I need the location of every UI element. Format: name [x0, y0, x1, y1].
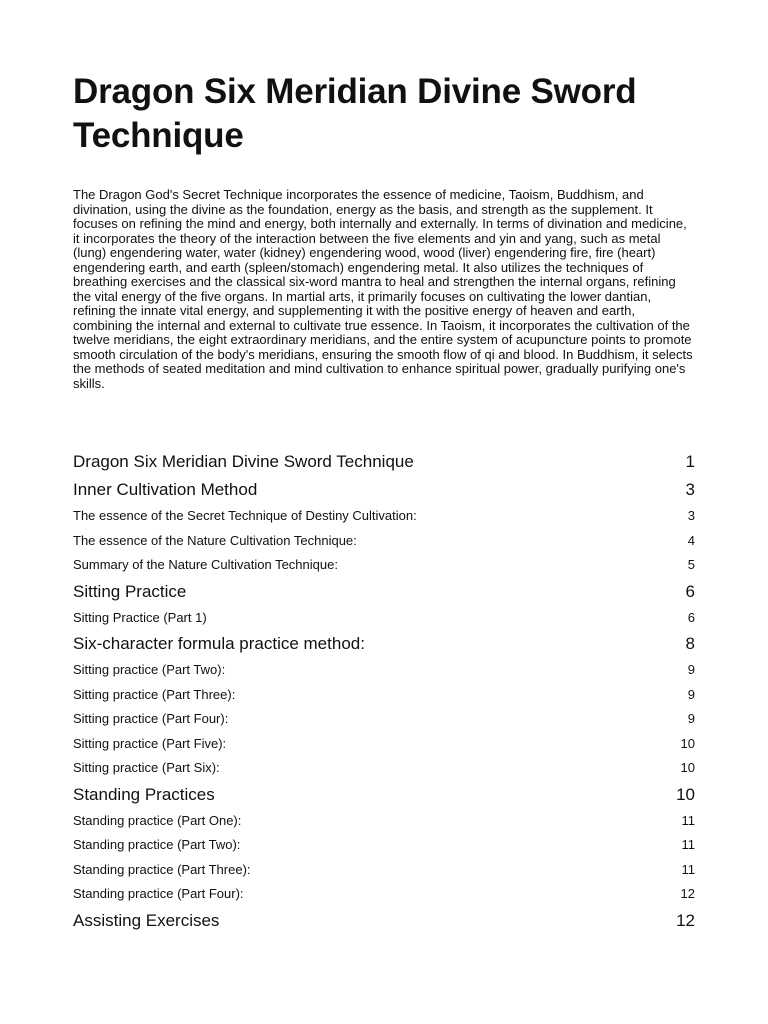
- toc-entry[interactable]: [73, 732, 695, 757]
- toc-entry-page: 3: [687, 508, 695, 523]
- toc-entry-page: 9: [687, 686, 695, 702]
- toc-entry-label: Sitting practice (Part Three):: [73, 686, 236, 702]
- toc-entry-label: Standing practice (Part Three):: [73, 861, 251, 877]
- toc-entry-label: Assisting Exercises: [73, 910, 220, 930]
- toc-entry[interactable]: [73, 907, 695, 935]
- toc-entry[interactable]: [73, 809, 695, 834]
- toc-entry-label: Sitting practice (Part Two):: [73, 662, 226, 677]
- toc-entry[interactable]: [73, 658, 695, 683]
- toc-entry-page: 1: [685, 452, 695, 471]
- toc-entry-page: 12: [680, 886, 695, 901]
- toc-entry[interactable]: [73, 833, 695, 858]
- toc-entry-label: Sitting practice (Part Four):: [73, 711, 229, 726]
- toc-entry[interactable]: [73, 882, 695, 907]
- toc-entry-page: 9: [687, 711, 695, 726]
- document-title: Dragon Six Meridian Divine Sword Technique: [73, 72, 637, 155]
- toc-entry[interactable]: [73, 858, 695, 883]
- toc-entry-page: 9: [687, 662, 695, 677]
- toc-entry[interactable]: [73, 707, 695, 732]
- toc-entry[interactable]: [73, 756, 695, 781]
- toc-entry-page: 6: [685, 581, 695, 601]
- toc-entry[interactable]: [73, 781, 695, 809]
- toc-entry-page: 8: [685, 634, 695, 653]
- toc-entry-page: 4: [687, 532, 695, 548]
- toc-entry-label: The essence of the Nature Cultivation Technique:: [73, 532, 357, 548]
- toc-entry[interactable]: [73, 606, 695, 631]
- toc-entry-page: 11: [681, 812, 695, 828]
- toc-entry[interactable]: [73, 529, 695, 554]
- toc-entry-page: 10: [676, 784, 695, 804]
- toc-entry-label: Dragon Six Meridian Divine Sword Technique: [73, 452, 414, 471]
- toc-entry-label: Standing practice (Part Four):: [73, 886, 244, 901]
- intro-paragraph: The Dragon God's Secret Technique incorporates the essence of medicine, Taoism, Buddhism, and divination, using the divine as the foundation, energy as the basis, and strength as the supplement. It focuses on refining the mind and energy, both internally and externally. In terms of divination and medicine, it incorporates the theory of the interaction between the five elements and yin and yang, such as metal (lung) engendering water, water (kidney) engendering wood, wood (liver) engendering fire, fire (heart) engendering earth, and earth (spleen/stomach) engendering metal. It also utilizes the techniques of breathing exercises and the classical six-word mantra to heal and strengthen the internal organs, refining the vital energy of the five organs. In martial arts, it primarily focuses on cultivating the lower dantian, refining the innate vital energy, and supplementing it with the positive energy of heaven and earth, combining the internal and external to cultivate true essence. In Taoism, it incorporates the cultivation of the twelve meridians, the eight extraordinary meridians, and the entire system of acupuncture points to promote smooth circulation of the body's meridians, ensuring the smooth flow of qi and blood. In Buddhism, it selects the methods of seated meditation and mind cultivation to enhance spiritual power, gradually purifying one's skills.: [73, 187, 693, 391]
- toc-entry[interactable]: [73, 630, 695, 658]
- toc-entry-label: Six-character formula practice method:: [73, 634, 365, 653]
- toc-entry-page: 6: [687, 609, 695, 625]
- toc-entry-label: Sitting practice (Part Five):: [73, 735, 227, 751]
- toc-entry-page: 12: [676, 910, 695, 930]
- toc-entry-label: Standing practice (Part Two):: [73, 837, 241, 852]
- toc-entry-page: 11: [681, 837, 695, 852]
- toc-entry-page: 10: [680, 760, 695, 775]
- toc-entry-page: 3: [685, 480, 695, 499]
- toc-entry-label: Standing Practices: [73, 784, 215, 804]
- toc-entry[interactable]: [73, 553, 695, 578]
- toc-entry[interactable]: [73, 504, 695, 529]
- toc-entry[interactable]: [73, 448, 695, 476]
- table-of-contents: [73, 448, 695, 935]
- document-page: [73, 70, 695, 930]
- toc-entry-label: Inner Cultivation Method: [73, 480, 258, 499]
- toc-entry-label: Standing practice (Part One):: [73, 812, 242, 828]
- toc-entry[interactable]: [73, 578, 695, 606]
- toc-entry[interactable]: [73, 476, 695, 504]
- toc-entry-label: Sitting Practice: [73, 581, 187, 601]
- toc-entry[interactable]: [73, 683, 695, 708]
- toc-entry-label: The essence of the Secret Technique of Destiny Cultivation:: [73, 508, 417, 523]
- toc-entry-label: Summary of the Nature Cultivation Technique:: [73, 557, 338, 572]
- toc-entry-page: 5: [687, 557, 695, 572]
- toc-entry-page: 11: [681, 861, 695, 877]
- toc-entry-page: 10: [680, 735, 695, 751]
- toc-entry-label: Sitting practice (Part Six):: [73, 760, 220, 775]
- toc-entry-label: Sitting Practice (Part 1): [73, 609, 207, 625]
